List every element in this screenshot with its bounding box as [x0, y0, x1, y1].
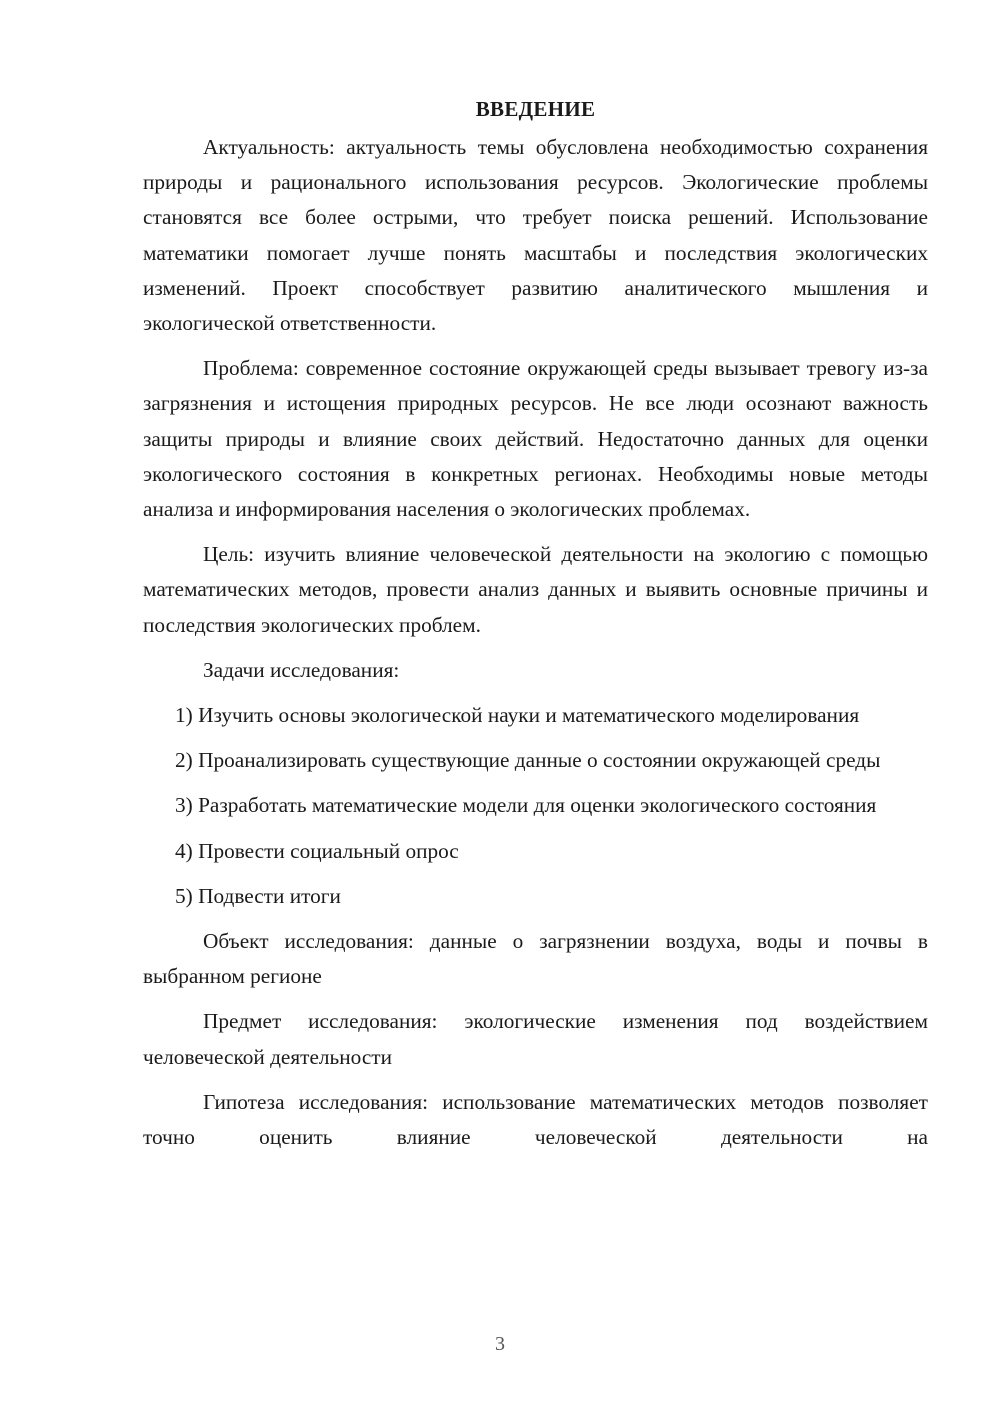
task-item-3: 3) Разработать математические модели для оценки экологического состояния	[175, 793, 877, 818]
page-number: 3	[495, 1333, 505, 1355]
paragraph-hypothesis: Гипотеза исследования: использование математических методов позволяет точно оценить влияние человеческой деятельности на	[143, 1089, 928, 1150]
task-item-1: 1) Изучить основы экологической науки и математического моделирования	[175, 703, 860, 728]
tasks-heading: Задачи исследования:	[203, 657, 400, 682]
task-item-4: 4) Провести социальный опрос	[175, 838, 459, 863]
task-item-5: 5) Подвести итоги	[175, 883, 341, 908]
paragraph-goal: Цель: изучить влияние человеческой деятельности на экологию с помощью математических методов, провести анализ данных и выявить основные причины и последствия экологических проблем.	[143, 542, 928, 637]
page-title: ВВЕДЕНИЕ	[475, 97, 596, 121]
paragraph-problem: Проблема: современное состояние окружающей среды вызывает тревогу из-за загрязнения и истощения природных ресурсов. Не все люди осознают важность защиты природы и влияние своих действий. Недостаточно данных для оценки экологического состояния в конкретных регионах. Необходимы новые методы анализа и информирования населения о экологических проблемах.	[143, 356, 928, 522]
task-item-2: 2) Проанализировать существующие данные о состоянии окружающей среды	[175, 748, 881, 773]
paragraph-subject: Предмет исследования: экологические изменения под воздействием человеческой деятельности	[143, 1009, 928, 1069]
document-page	[143, 92, 928, 1165]
paragraph-object: Объект исследования: данные о загрязнении воздуха, воды и почвы в выбранном регионе	[143, 929, 928, 989]
paragraph-relevance: Актуальность: актуальность темы обусловлена необходимостью сохранения природы и рационального использования ресурсов. Экологические проблемы становятся все более острыми, что требует поиска решений. Использование математики помогает лучше понять масштабы и последствия экологических изменений. Проект способствует развитию аналитического мышления и экологической ответственности.	[143, 135, 928, 336]
